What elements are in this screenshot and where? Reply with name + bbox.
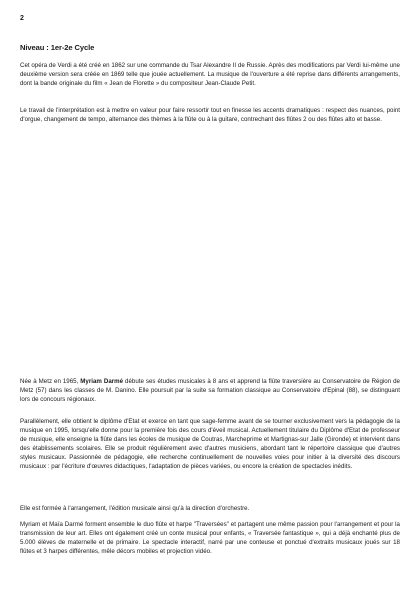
level-heading: Niveau : 1er-2e Cycle	[20, 43, 95, 52]
composer-name: Myriam Darmé	[80, 378, 124, 385]
duo-paragraph: Myriam et Maïa Darmé forment ensemble le duo flûte et harpe "Traversées" et partagent une même passion pour l'arrangement et pour la transmission de leur art. Elles ont également créé un conte musical pour enfants, « Traversée fantastique », qui a déjà enchanté plus de 5.000 élèves de maternelle et de primaire. Le spectacle interactif, narré par une conteuse et ponctué d'extraits musicaux joués sur 18 flûtes et 3 harpes différentes, mêle décors mobiles et projection vidéo.	[20, 521, 400, 555]
work-description-paragraph: Cet opéra de Verdi a été créé en 1862 sur une commande du Tsar Alexandre II de Russie. Après des modifications par Verdi lui-même une deuxième version sera créée en 1869 telle que jouée actuellement. La musique de l'ouverture a été reprise dans différents arrangements, dont la bande originale du film « Jean de Florette » du compositeur Jean-Claude Petit.	[20, 62, 400, 87]
interpretation-paragraph: Le travail de l'interprétation est à mettre en valeur pour faire ressortir tout en finesse les accents dramatiques : respect des nuances, point d'orgue, changement de tempo, alternance des thèmes à la flûte ou à la guitare, contrechant des flûtes 2 ou des flûtes alto et basse.	[20, 107, 400, 123]
biography-intro-paragraph	[20, 378, 400, 405]
training-paragraph: Elle est formée à l'arrangement, l'édition musicale ainsi qu'à la direction d'orchestre.	[20, 505, 250, 512]
biography-intro-before: Née à Metz en 1965,	[20, 378, 81, 385]
biography-intro-after: débute ses études musicales à 8 ans et apprend la flûte traversière au Conservatoire de Région de Metz (57) dans les classes de M. Danino. Elle poursuit par la suite sa formation classique au Conservatoire d'Epinal (88), se distinguant lors de concours régionaux.	[20, 378, 400, 403]
career-paragraph: Parallèlement, elle obtient le diplôme d'Etat et exerce en tant que sage-femme avant de se tourner exclusivement vers la pédagogie de la musique en 1995, lorsqu'elle donne pour la première fois des cours d'éveil musical. Actuellement titulaire du Diplôme d'Etat de professeur de musique, elle enseigne la flûte dans les écoles de musique de Coutras, Marcheprime et Martignas-sur Jalle (Gironde) et intervient dans des établissements scolaires. Elle se produit régulièrement avec d'autres musiciens, abordant tant le répertoire classique que d'autres styles musicaux. Passionnée de pédagogie, elle recherche continuellement de nouvelles voies pour initier à la diversité des discours musicaux : par l'écriture d'œuvres didactiques, l'adaptation de pièces variées, ou encore la création de spectacles inédits.	[20, 418, 400, 470]
page-number: 2	[20, 15, 24, 22]
